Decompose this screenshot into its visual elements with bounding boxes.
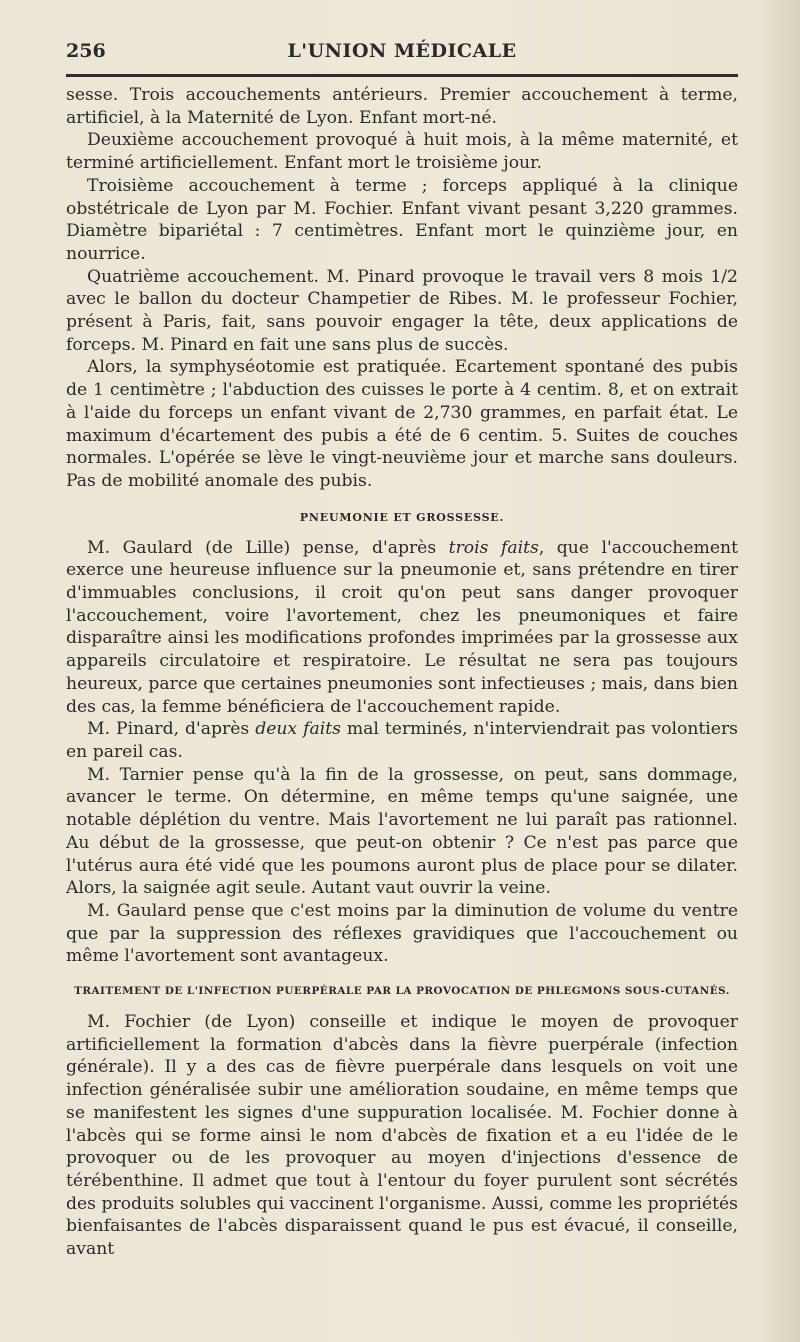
italic-text: deux faits bbox=[255, 719, 341, 740]
paragraph bbox=[66, 718, 738, 763]
text-run: , que l'accouchement exerce une heureuse influence sur la pneumonie et, sans prétendre en tirer d'immuables conclusions, il croit qu'on peut sans danger provoquer l'accouchement, voire l'avortement, chez les pneumoniques et faire disparaître ainsi les modifications profondes imprimées par la grossesse aux appareils circulatoire et respiratoire. Le résultat ne sera pas toujours heureux, parce que certaines pneumonies sont infectieuses ; mais, dans bien des cas, la femme bénéficiera de l'accouchement rapide. bbox=[66, 537, 738, 717]
section-title-traitement: TRAITEMENT DE L'INFECTION PUERPÉRALE PAR LA PROVOCATION DE PHLEGMONS SOUS-CUTANÉS. bbox=[74, 985, 730, 998]
italic-text: trois faits bbox=[448, 537, 539, 558]
text-run: M. Pinard, d'après bbox=[87, 719, 256, 740]
paragraph bbox=[66, 537, 738, 719]
paragraph: M. Tarnier pense qu'à la fin de la grossesse, on peut, sans dommage, avancer le terme. On détermine, en même temps qu'une saignée, une notable déplétion du ventre. Mais l'avortement ne lui paraît pas rationnel. Au début de la grossesse, que peut-on obtenir ? Ce n'est pas parce que l'utérus aura été vidé que les poumons auront plus de place pour se dilater. Alors, la saignée agit seule. Autant vaut ouvrir la veine. bbox=[66, 764, 738, 899]
paragraph: Troisième accouchement à terme ; forceps appliqué à la clinique obstétricale de Lyon par M. Fochier. Enfant vivant pesant 3,220 grammes. Diamètre bipariétal : 7 centimètres. Enfant mort le quinzième jour, en nourrice. bbox=[66, 175, 738, 264]
body-text bbox=[66, 84, 738, 1261]
page-number: 256 bbox=[66, 40, 106, 62]
paragraph: Quatrième accouchement. M. Pinard provoque le travail vers 8 mois 1/2 avec le ballon du docteur Champetier de Ribes. M. le professeur Fochier, présent à Paris, fait, sans pouvoir engager la tête, deux applications de forceps. M. Pinard en fait une sans plus de succès. bbox=[66, 266, 738, 355]
header-rule bbox=[66, 74, 738, 77]
paragraph: sesse. Trois accouchements antérieurs. Premier accouchement à terme, artificiel, à la Maternité de Lyon. Enfant mort-né. bbox=[66, 85, 738, 128]
paragraph: Deuxième accouchement provoqué à huit mois, à la même maternité, et terminé artificiellement. Enfant mort le troisième jour. bbox=[66, 130, 738, 174]
paragraph: M. Gaulard pense que c'est moins par la diminution de volume du ventre que par la suppression des réflexes gravidiques que l'accouchement ou même l'avortement sont avantageux. bbox=[66, 900, 738, 967]
running-header bbox=[66, 40, 738, 70]
running-title: L'UNION MÉDICALE bbox=[287, 40, 517, 62]
paragraph: Alors, la symphyséotomie est pratiquée. Ecartement spontané des pubis de 1 centimètre ; l'abduction des cuisses le porte à 4 centim. 8, et on extrait à l'aide du forceps un enfant vivant de 2,730 grammes, en parfait état. Le maximum d'écartement des pubis a été de 6 centim. 5. Suites de couches normales. L'opérée se lève le vingt-neuvième jour et marche sans douleurs. Pas de mobilité anomale des pubis. bbox=[66, 357, 738, 491]
text-run: M. Gaulard (de Lille) pense, d'après bbox=[87, 537, 449, 558]
text-run: mal terminés, n'interviendrait pas volontiers en pareil cas. bbox=[66, 719, 738, 762]
paragraph: M. Fochier (de Lyon) conseille et indique le moyen de provoquer artificiellement la formation d'abcès dans la fièvre puerpérale (infection générale). Il y a des cas de fièvre puerpérale dans lesquels on voit une infection généralisée subir une amélioration soudaine, en même temps que se manifestent les signes d'une suppuration localisée. M. Fochier donne à l'abcès qui se forme ainsi le nom d'abcès de fixation et a eu l'idée de le provoquer ou de les provoquer au moyen d'injections d'essence de térébenthine. Il admet que tout à l'entour du foyer purulent sont sécrétés des produits solubles qui vaccinent l'organisme. Aussi, comme les propriétés bienfaisantes de l'abcès disparaissent quand le pus est évacué, il conseille, avant bbox=[66, 1012, 738, 1260]
section-title-pneumonie: PNEUMONIE ET GROSSESSE. bbox=[299, 510, 505, 524]
